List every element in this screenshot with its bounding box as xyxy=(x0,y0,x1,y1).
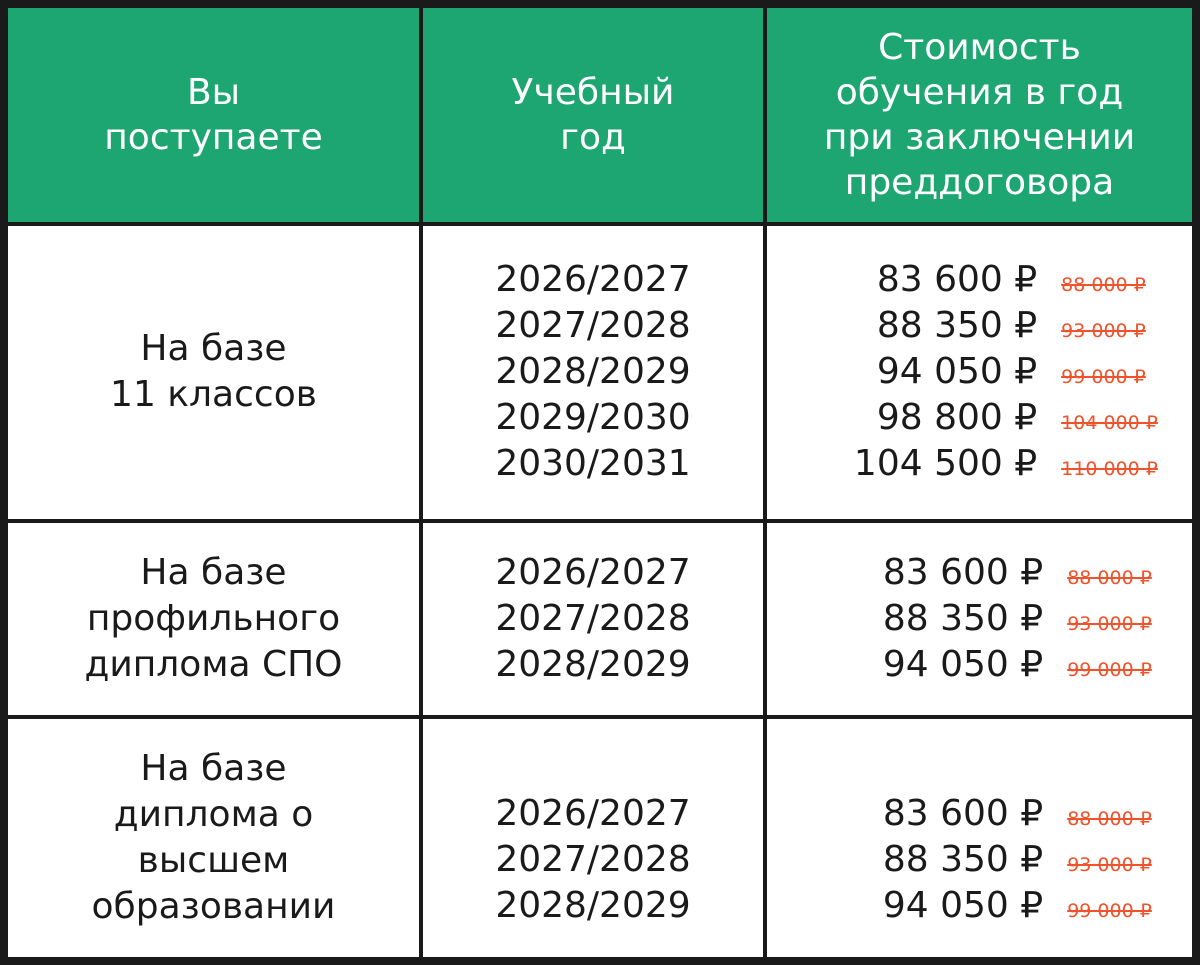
price-line xyxy=(841,303,1158,349)
discounted-price: 94 050 ₽ xyxy=(882,884,1044,926)
admission-basis-line: высшем xyxy=(137,839,290,881)
admission-basis-cell xyxy=(8,226,419,519)
discounted-price: 88 350 ₽ xyxy=(882,838,1044,880)
admission-basis-line: профильного xyxy=(86,597,341,639)
price-line xyxy=(847,550,1152,596)
original-price-strikethrough: 110 000 ₽ xyxy=(1061,458,1158,481)
price-list xyxy=(801,257,1158,487)
discounted-price: 88 350 ₽ xyxy=(876,305,1038,347)
table-row xyxy=(8,226,1192,519)
academic-year: 2027/2028 xyxy=(495,597,691,639)
header-year-line: Учебный xyxy=(511,72,675,113)
academic-year: 2026/2027 xyxy=(495,551,691,593)
price-list xyxy=(807,747,1152,929)
years-group xyxy=(423,747,763,929)
price-line xyxy=(841,441,1158,487)
header-cost xyxy=(767,8,1192,222)
academic-year: 2026/2027 xyxy=(495,792,691,834)
original-price-strikethrough: 88 000 ₽ xyxy=(1067,566,1152,589)
discounted-price: 88 350 ₽ xyxy=(882,597,1044,639)
admission-basis-line: На базе xyxy=(140,328,287,370)
discounted-price: 83 600 ₽ xyxy=(882,792,1044,834)
pricing-table xyxy=(4,4,1196,961)
admission-basis-cell xyxy=(8,523,419,715)
years-cell xyxy=(423,523,763,715)
admission-basis-line: 11 классов xyxy=(110,374,317,416)
academic-year: 2029/2030 xyxy=(495,397,691,439)
academic-year: 2027/2028 xyxy=(495,838,691,880)
original-price-strikethrough: 99 000 ₽ xyxy=(1067,658,1152,681)
discounted-price: 98 800 ₽ xyxy=(876,397,1038,439)
admission-basis-line: диплома СПО xyxy=(84,643,343,685)
header-cost-line: обучения в год xyxy=(835,72,1124,113)
original-price-strikethrough: 93 000 ₽ xyxy=(1067,853,1152,876)
header-academic-year xyxy=(423,8,763,222)
admission-basis-line: диплома о xyxy=(113,793,314,835)
price-line xyxy=(847,596,1152,642)
header-cost-line: Стоимость xyxy=(878,27,1081,68)
header-cost-line: преддоговора xyxy=(844,162,1115,203)
academic-year: 2030/2031 xyxy=(495,443,691,485)
admission-basis-line: образовании xyxy=(91,885,336,927)
years-cell xyxy=(423,719,763,957)
price-line xyxy=(847,883,1152,929)
header-admission-line: Вы xyxy=(186,72,241,113)
prices-cell xyxy=(767,719,1192,957)
academic-year: 2027/2028 xyxy=(495,305,691,347)
table-row xyxy=(8,523,1192,715)
academic-year: 2028/2029 xyxy=(495,351,691,393)
academic-year: 2026/2027 xyxy=(495,259,691,301)
header-admission xyxy=(8,8,419,222)
original-price-strikethrough: 99 000 ₽ xyxy=(1067,899,1152,922)
original-price-strikethrough: 88 000 ₽ xyxy=(1061,274,1146,297)
header-admission-line: поступаете xyxy=(104,117,323,158)
table-row xyxy=(8,719,1192,957)
price-line xyxy=(847,791,1152,837)
original-price-strikethrough: 93 000 ₽ xyxy=(1067,612,1152,635)
prices-cell xyxy=(767,226,1192,519)
discounted-price: 104 500 ₽ xyxy=(853,443,1038,485)
academic-year: 2028/2029 xyxy=(495,643,691,685)
header-cost-line: при заключении xyxy=(823,117,1136,158)
original-price-strikethrough: 93 000 ₽ xyxy=(1061,320,1146,343)
header-row xyxy=(8,8,1192,222)
admission-basis-line: На базе xyxy=(140,551,287,593)
discounted-price: 83 600 ₽ xyxy=(882,551,1044,593)
price-line xyxy=(847,837,1152,883)
original-price-strikethrough: 99 000 ₽ xyxy=(1061,366,1146,389)
admission-basis-line: На базе xyxy=(140,747,287,789)
original-price-strikethrough: 88 000 ₽ xyxy=(1067,807,1152,830)
original-price-strikethrough: 104 000 ₽ xyxy=(1061,412,1158,435)
header-year-line: год xyxy=(560,117,626,158)
discounted-price: 83 600 ₽ xyxy=(876,259,1038,301)
prices-cell xyxy=(767,523,1192,715)
academic-year: 2028/2029 xyxy=(495,884,691,926)
price-list xyxy=(807,550,1152,688)
price-line xyxy=(841,349,1158,395)
discounted-price: 94 050 ₽ xyxy=(882,643,1044,685)
price-line xyxy=(841,395,1158,441)
price-line xyxy=(847,642,1152,688)
admission-basis-cell xyxy=(8,719,419,957)
discounted-price: 94 050 ₽ xyxy=(876,351,1038,393)
years-cell xyxy=(423,226,763,519)
price-line xyxy=(841,257,1158,303)
